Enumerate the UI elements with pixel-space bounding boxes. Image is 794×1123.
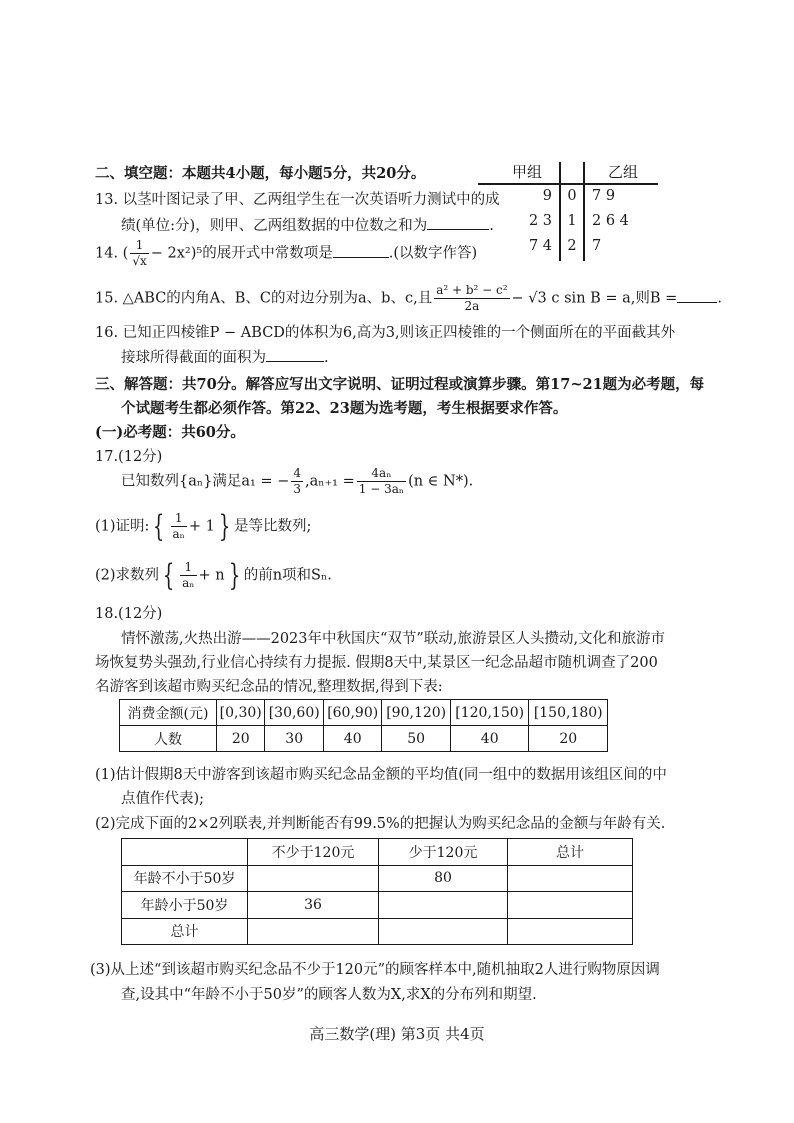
q18-label: 18.(12分) [95, 606, 163, 622]
q17-given-text: 已知数列{aₙ}满足a₁ = − [121, 473, 290, 490]
left-brace-icon: { [162, 557, 175, 593]
q17-part2-fraction [180, 560, 196, 591]
answer-blank [333, 257, 389, 258]
table-cell [508, 918, 633, 945]
q14-text: − 2x²)⁵的展开式中常数项是 [150, 245, 333, 262]
table-cell: 36 [248, 892, 379, 919]
table-cell [248, 918, 379, 945]
q15-fraction [434, 283, 509, 314]
table-cell: 人数 [120, 726, 217, 752]
table-cell: [60,90) [323, 700, 381, 726]
table-cell: 20 [217, 726, 265, 752]
q16-period: . [324, 350, 329, 366]
q15 [95, 283, 722, 314]
table-cell: 20 [529, 726, 608, 752]
q17-label: 17.(12分) [95, 449, 163, 465]
q16-line1: 16. 已知正四棱锥P − ABCD的体积为6,高为3,则该正四棱锥的一个侧面所在的平面截其外 [95, 325, 676, 341]
q13-text: 绩(单位:分)，则甲、乙两组数据的中位数之和为 [121, 218, 428, 234]
table-cell: [0,30) [217, 700, 265, 726]
table-cell: [120,150) [450, 700, 529, 726]
section2-header: 二、填空题：本题共4小题，每小题5分，共20分。 [95, 165, 426, 182]
right-brace-icon: } [228, 557, 240, 593]
fraction-denominator: 3 [293, 482, 301, 496]
q13-line1: 13. 以茎叶图记录了甲、乙两组学生在一次英语听力测试中的成 [95, 192, 500, 208]
table-row [120, 726, 608, 752]
q15-text: 15. △ABC的内角A、B、C的对边分别为a、b、c,且 [95, 290, 433, 307]
table-cell: 年龄不小于50岁 [122, 865, 248, 892]
stem-leaf-stem: 2 [567, 238, 577, 254]
table-row [122, 892, 633, 919]
table-row [122, 865, 633, 892]
q18-part1-line2: 点值作代表); [121, 791, 205, 807]
fraction-numerator: 4 [293, 466, 301, 480]
q17-part1-text-end: 是等比数列; [233, 518, 312, 535]
fraction-numerator: 1 [180, 560, 196, 576]
q14-number: 14. [95, 245, 119, 262]
stem-leaf-stem: 0 [567, 188, 577, 204]
table-cell: [30,60) [265, 700, 323, 726]
q18-para-line2: 场恢复势头强劲,行业信心持续有力提振. 假期8天中,某景区一纪念品超市随机调查了200 [95, 655, 658, 671]
q18-spending-table [119, 699, 608, 752]
table-cell [508, 865, 633, 892]
q17-fraction-a1 [291, 466, 303, 497]
q16-line2 [121, 346, 329, 367]
fraction-denominator: 1 − 3aₙ [358, 482, 405, 496]
table-cell: 80 [379, 865, 508, 892]
stem-leaf-left-leaves: 9 [542, 188, 552, 204]
q18-contingency-table [121, 838, 633, 945]
table-cell: 消费金额(元) [120, 700, 217, 726]
right-brace-icon: } [218, 508, 231, 544]
q17-part1-text: (1)证明: [95, 518, 150, 535]
stem-leaf-left-leaves: 2 3 [528, 213, 552, 229]
q18-part3-line1: (3)从上述“到该超市购买纪念品不少于120元”的顾客样本中,随机抽取2人进行购物原因调 [90, 962, 660, 978]
answer-blank [427, 229, 489, 230]
stem-leaf-right-leaves: 2 6 4 [592, 213, 629, 229]
stem-leaf-right-leaves: 7 9 [592, 188, 616, 204]
q17-given-text: (n ∈ N*). [408, 473, 474, 490]
table-cell [508, 892, 633, 919]
q17-part1 [95, 508, 312, 544]
q18-part2: (2)完成下面的2×2列联表,并判断能否有99.5%的把握认为购买纪念品的金额与年龄有关. [95, 816, 666, 832]
q14-fraction [130, 238, 148, 269]
stem-leaf-right-header: 乙组 [608, 163, 639, 181]
q17-part2-text-end: 的前n项和Sₙ. [243, 567, 332, 584]
table-cell: [150,180) [529, 700, 608, 726]
table-cell [122, 839, 248, 866]
q17-given-text: ,aₙ₊₁ = [304, 473, 355, 490]
stem-leaf-vline-right [583, 162, 585, 261]
fraction-denominator: aₙ [182, 576, 195, 590]
q13-line2 [121, 214, 494, 235]
table-row [122, 839, 633, 866]
fraction-denominator: aₙ [172, 527, 185, 541]
q13-period: . [489, 218, 494, 234]
q15-end: . [717, 290, 722, 307]
q14-fraction-numerator: 1 [130, 238, 148, 254]
table-row [120, 700, 608, 726]
q14 [95, 238, 477, 269]
table-cell: 不少于120元 [248, 839, 379, 866]
q14-end: .(以数字作答) [388, 245, 478, 262]
stem-leaf-left-header: 甲组 [512, 163, 543, 181]
stem-leaf-right-leaves: 7 [592, 238, 602, 254]
fraction-numerator: 1 [171, 511, 187, 527]
table-cell: 总计 [122, 918, 248, 945]
q14-open-paren: ( [122, 245, 129, 262]
q17-given [121, 466, 473, 497]
section3-subheader: (一)必考题：共60分。 [95, 424, 245, 441]
table-cell [379, 918, 508, 945]
table-cell: 40 [450, 726, 529, 752]
q17-part2-text: (2)求数列 [95, 567, 160, 584]
stem-leaf-stem: 1 [567, 213, 577, 229]
q15-text-mid: − √3 c sin B = a,则B = [511, 290, 678, 307]
fraction-numerator: 4aₙ [357, 466, 406, 482]
q18-part1-line1: (1)估计假期8天中游客到该超市购买纪念品金额的平均值(同一组中的数据用该组区间的中 [95, 767, 667, 783]
table-row [122, 918, 633, 945]
q17-part1-plus: + 1 [188, 518, 215, 535]
stem-leaf-hline [478, 183, 658, 185]
table-cell [379, 892, 508, 919]
page-footer: 高三数学(理) 第3页 共4页 [309, 1025, 485, 1043]
answer-blank [677, 302, 717, 303]
stem-leaf-left-leaves: 7 4 [528, 238, 552, 254]
table-cell: 年龄小于50岁 [122, 892, 248, 919]
table-cell: 少于120元 [379, 839, 508, 866]
q15-fraction-numerator: a² + b² − c² [436, 283, 508, 297]
q15-fraction-denominator: 2a [464, 299, 480, 313]
q14-fraction-denominator: √x [132, 254, 147, 268]
q17-fraction-recurrence [357, 466, 406, 497]
section3-header-line2: 个试题考生都必须作答。第22、23题为选考题，考生根据要求作答。 [121, 400, 568, 417]
table-cell: 30 [265, 726, 323, 752]
section3-header-line1: 三、解答题：共70分。解答应写出文字说明、证明过程或演算步骤。第17~21题为必考题，每 [95, 376, 705, 393]
table-cell: 50 [382, 726, 451, 752]
q18-para-line1: 情怀激荡,火热出游——2023年中秋国庆“双节”联动,旅游景区人头攒动,文化和旅游市 [121, 631, 666, 647]
table-cell: [90,120) [382, 700, 451, 726]
q16-text: 接球所得截面的面积为 [121, 350, 266, 366]
q17-part1-fraction [171, 511, 187, 542]
q18-part3-line2: 查,设其中“年龄不小于50岁”的顾客人数为X,求X的分布列和期望. [121, 987, 537, 1003]
answer-blank [266, 361, 324, 362]
table-cell [248, 865, 379, 892]
q17-part2-plus: + n [198, 567, 225, 584]
table-cell: 40 [323, 726, 381, 752]
q18-para-line3: 名游客到该超市购买纪念品的情况,整理数据,得到下表: [95, 679, 443, 695]
q17-part2 [95, 557, 332, 593]
left-brace-icon: { [153, 508, 165, 544]
table-cell: 总计 [508, 839, 633, 866]
